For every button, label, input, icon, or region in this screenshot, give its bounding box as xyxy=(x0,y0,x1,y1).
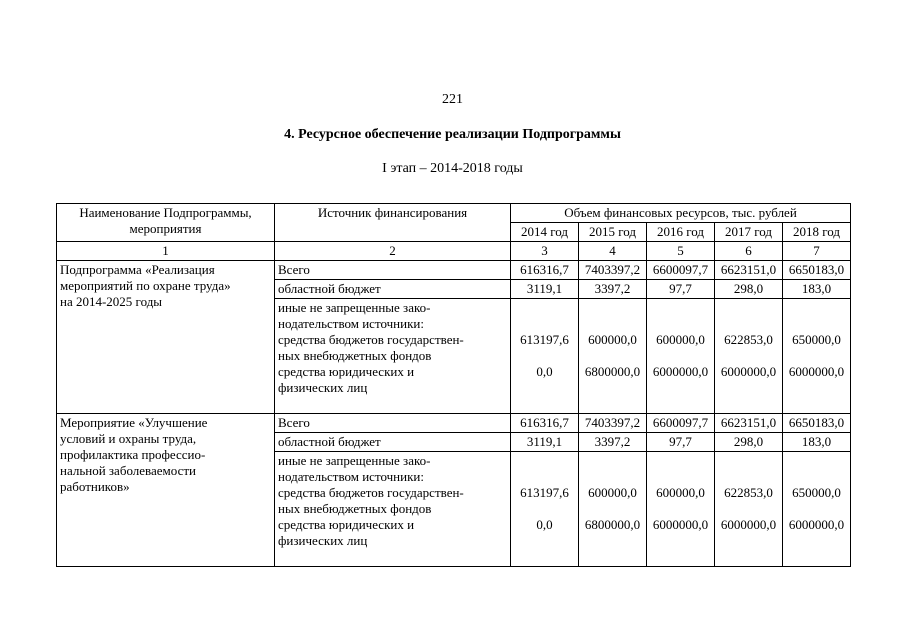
page-number: 221 xyxy=(442,92,463,107)
source-total-label: Всего xyxy=(275,261,511,280)
value-cell xyxy=(511,452,579,567)
funds-value: 650000,0 xyxy=(792,332,841,347)
regional-value: 183,0 xyxy=(783,280,851,299)
header-year-cell: 2017 год xyxy=(715,223,783,242)
total-value: 7403397,2 xyxy=(579,414,647,433)
header-volume-cell: Объем финансовых ресурсов, тыс. рублей xyxy=(511,204,851,223)
regional-value: 3397,2 xyxy=(579,280,647,299)
legal-value: 6800000,0 xyxy=(584,517,641,532)
source-line: ных внебюджетных фондов xyxy=(278,501,432,516)
budget-table xyxy=(56,203,851,567)
source-line: иные не запрещенные зако- xyxy=(278,300,431,315)
table-row xyxy=(57,414,851,433)
source-line: средства юридических и xyxy=(278,517,415,532)
header-year-cell: 2015 год xyxy=(579,223,647,242)
name-line: нальной заболеваемости xyxy=(60,463,196,478)
legal-value: 6000000,0 xyxy=(720,517,777,532)
table-header-row xyxy=(57,204,851,223)
funds-value: 600000,0 xyxy=(656,332,705,347)
name-line: профилактика профессио- xyxy=(60,447,206,462)
total-value: 7403397,2 xyxy=(579,261,647,280)
regional-value: 298,0 xyxy=(715,280,783,299)
source-line: средства бюджетов государствен- xyxy=(278,485,464,500)
funds-value: 650000,0 xyxy=(792,485,841,500)
source-line: средства бюджетов государствен- xyxy=(278,332,464,347)
legal-value: 6000000,0 xyxy=(720,364,777,379)
activity-name-cell xyxy=(57,414,275,567)
source-regional-label: областной бюджет xyxy=(275,433,511,452)
regional-value: 3119,1 xyxy=(511,433,579,452)
total-value: 616316,7 xyxy=(511,261,579,280)
source-other-cell xyxy=(275,299,511,414)
funds-value: 600000,0 xyxy=(588,485,637,500)
index-cell: 3 xyxy=(511,242,579,261)
table-row xyxy=(57,261,851,280)
funds-value: 622853,0 xyxy=(724,332,773,347)
regional-value: 3119,1 xyxy=(511,280,579,299)
header-name-cell: Наименование Подпрограммы, мероприятия xyxy=(57,204,275,242)
index-cell: 4 xyxy=(579,242,647,261)
source-line: ных внебюджетных фондов xyxy=(278,348,432,363)
legal-value: 0,0 xyxy=(536,364,553,379)
stage-subtitle: I этап – 2014-2018 годы xyxy=(382,161,523,176)
name-line: на 2014-2025 годы xyxy=(60,294,163,309)
value-cell xyxy=(579,452,647,567)
header-source-cell: Источник финансирования xyxy=(275,204,511,242)
source-line: нодательством источники: xyxy=(278,316,424,331)
index-cell: 2 xyxy=(275,242,511,261)
name-line: мероприятий по охране труда» xyxy=(60,278,231,293)
legal-value: 6000000,0 xyxy=(652,364,709,379)
section-title: 4. Ресурсное обеспечение реализации Подпрограммы xyxy=(284,127,621,142)
index-cell: 5 xyxy=(647,242,715,261)
index-cell: 1 xyxy=(57,242,275,261)
regional-value: 298,0 xyxy=(715,433,783,452)
name-line: Мероприятие «Улучшение xyxy=(60,415,208,430)
total-value: 6650183,0 xyxy=(783,261,851,280)
funds-value: 613197,6 xyxy=(520,485,569,500)
name-line: Подпрограмма «Реализация xyxy=(60,262,215,277)
source-total-label: Всего xyxy=(275,414,511,433)
header-year-cell: 2014 год xyxy=(511,223,579,242)
source-line: физических лиц xyxy=(278,380,368,395)
value-cell xyxy=(647,452,715,567)
legal-value: 6800000,0 xyxy=(584,364,641,379)
table-index-row xyxy=(57,242,851,261)
total-value: 6600097,7 xyxy=(647,261,715,280)
legal-value: 6000000,0 xyxy=(788,364,845,379)
total-value: 616316,7 xyxy=(511,414,579,433)
regional-value: 97,7 xyxy=(647,433,715,452)
regional-value: 97,7 xyxy=(647,280,715,299)
legal-value: 0,0 xyxy=(536,517,553,532)
value-cell xyxy=(511,299,579,414)
value-cell xyxy=(783,299,851,414)
total-value: 6600097,7 xyxy=(647,414,715,433)
legal-value: 6000000,0 xyxy=(652,517,709,532)
total-value: 6650183,0 xyxy=(783,414,851,433)
funds-value: 600000,0 xyxy=(588,332,637,347)
value-cell xyxy=(579,299,647,414)
index-cell: 7 xyxy=(783,242,851,261)
name-line: условий и охраны труда, xyxy=(60,431,197,446)
source-line: иные не запрещенные зако- xyxy=(278,453,431,468)
funds-value: 613197,6 xyxy=(520,332,569,347)
value-cell xyxy=(783,452,851,567)
legal-value: 6000000,0 xyxy=(788,517,845,532)
regional-value: 183,0 xyxy=(783,433,851,452)
value-cell xyxy=(715,299,783,414)
funds-value: 600000,0 xyxy=(656,485,705,500)
source-line: средства юридических и xyxy=(278,364,415,379)
index-cell: 6 xyxy=(715,242,783,261)
source-other-cell xyxy=(275,452,511,567)
value-cell xyxy=(715,452,783,567)
source-line: физических лиц xyxy=(278,533,368,548)
total-value: 6623151,0 xyxy=(715,414,783,433)
value-cell xyxy=(647,299,715,414)
header-year-cell: 2016 год xyxy=(647,223,715,242)
funds-value: 622853,0 xyxy=(724,485,773,500)
regional-value: 3397,2 xyxy=(579,433,647,452)
source-line: нодательством источники: xyxy=(278,469,424,484)
name-line: работников» xyxy=(60,479,130,494)
source-regional-label: областной бюджет xyxy=(275,280,511,299)
total-value: 6623151,0 xyxy=(715,261,783,280)
header-year-cell: 2018 год xyxy=(783,223,851,242)
program-name-cell xyxy=(57,261,275,414)
